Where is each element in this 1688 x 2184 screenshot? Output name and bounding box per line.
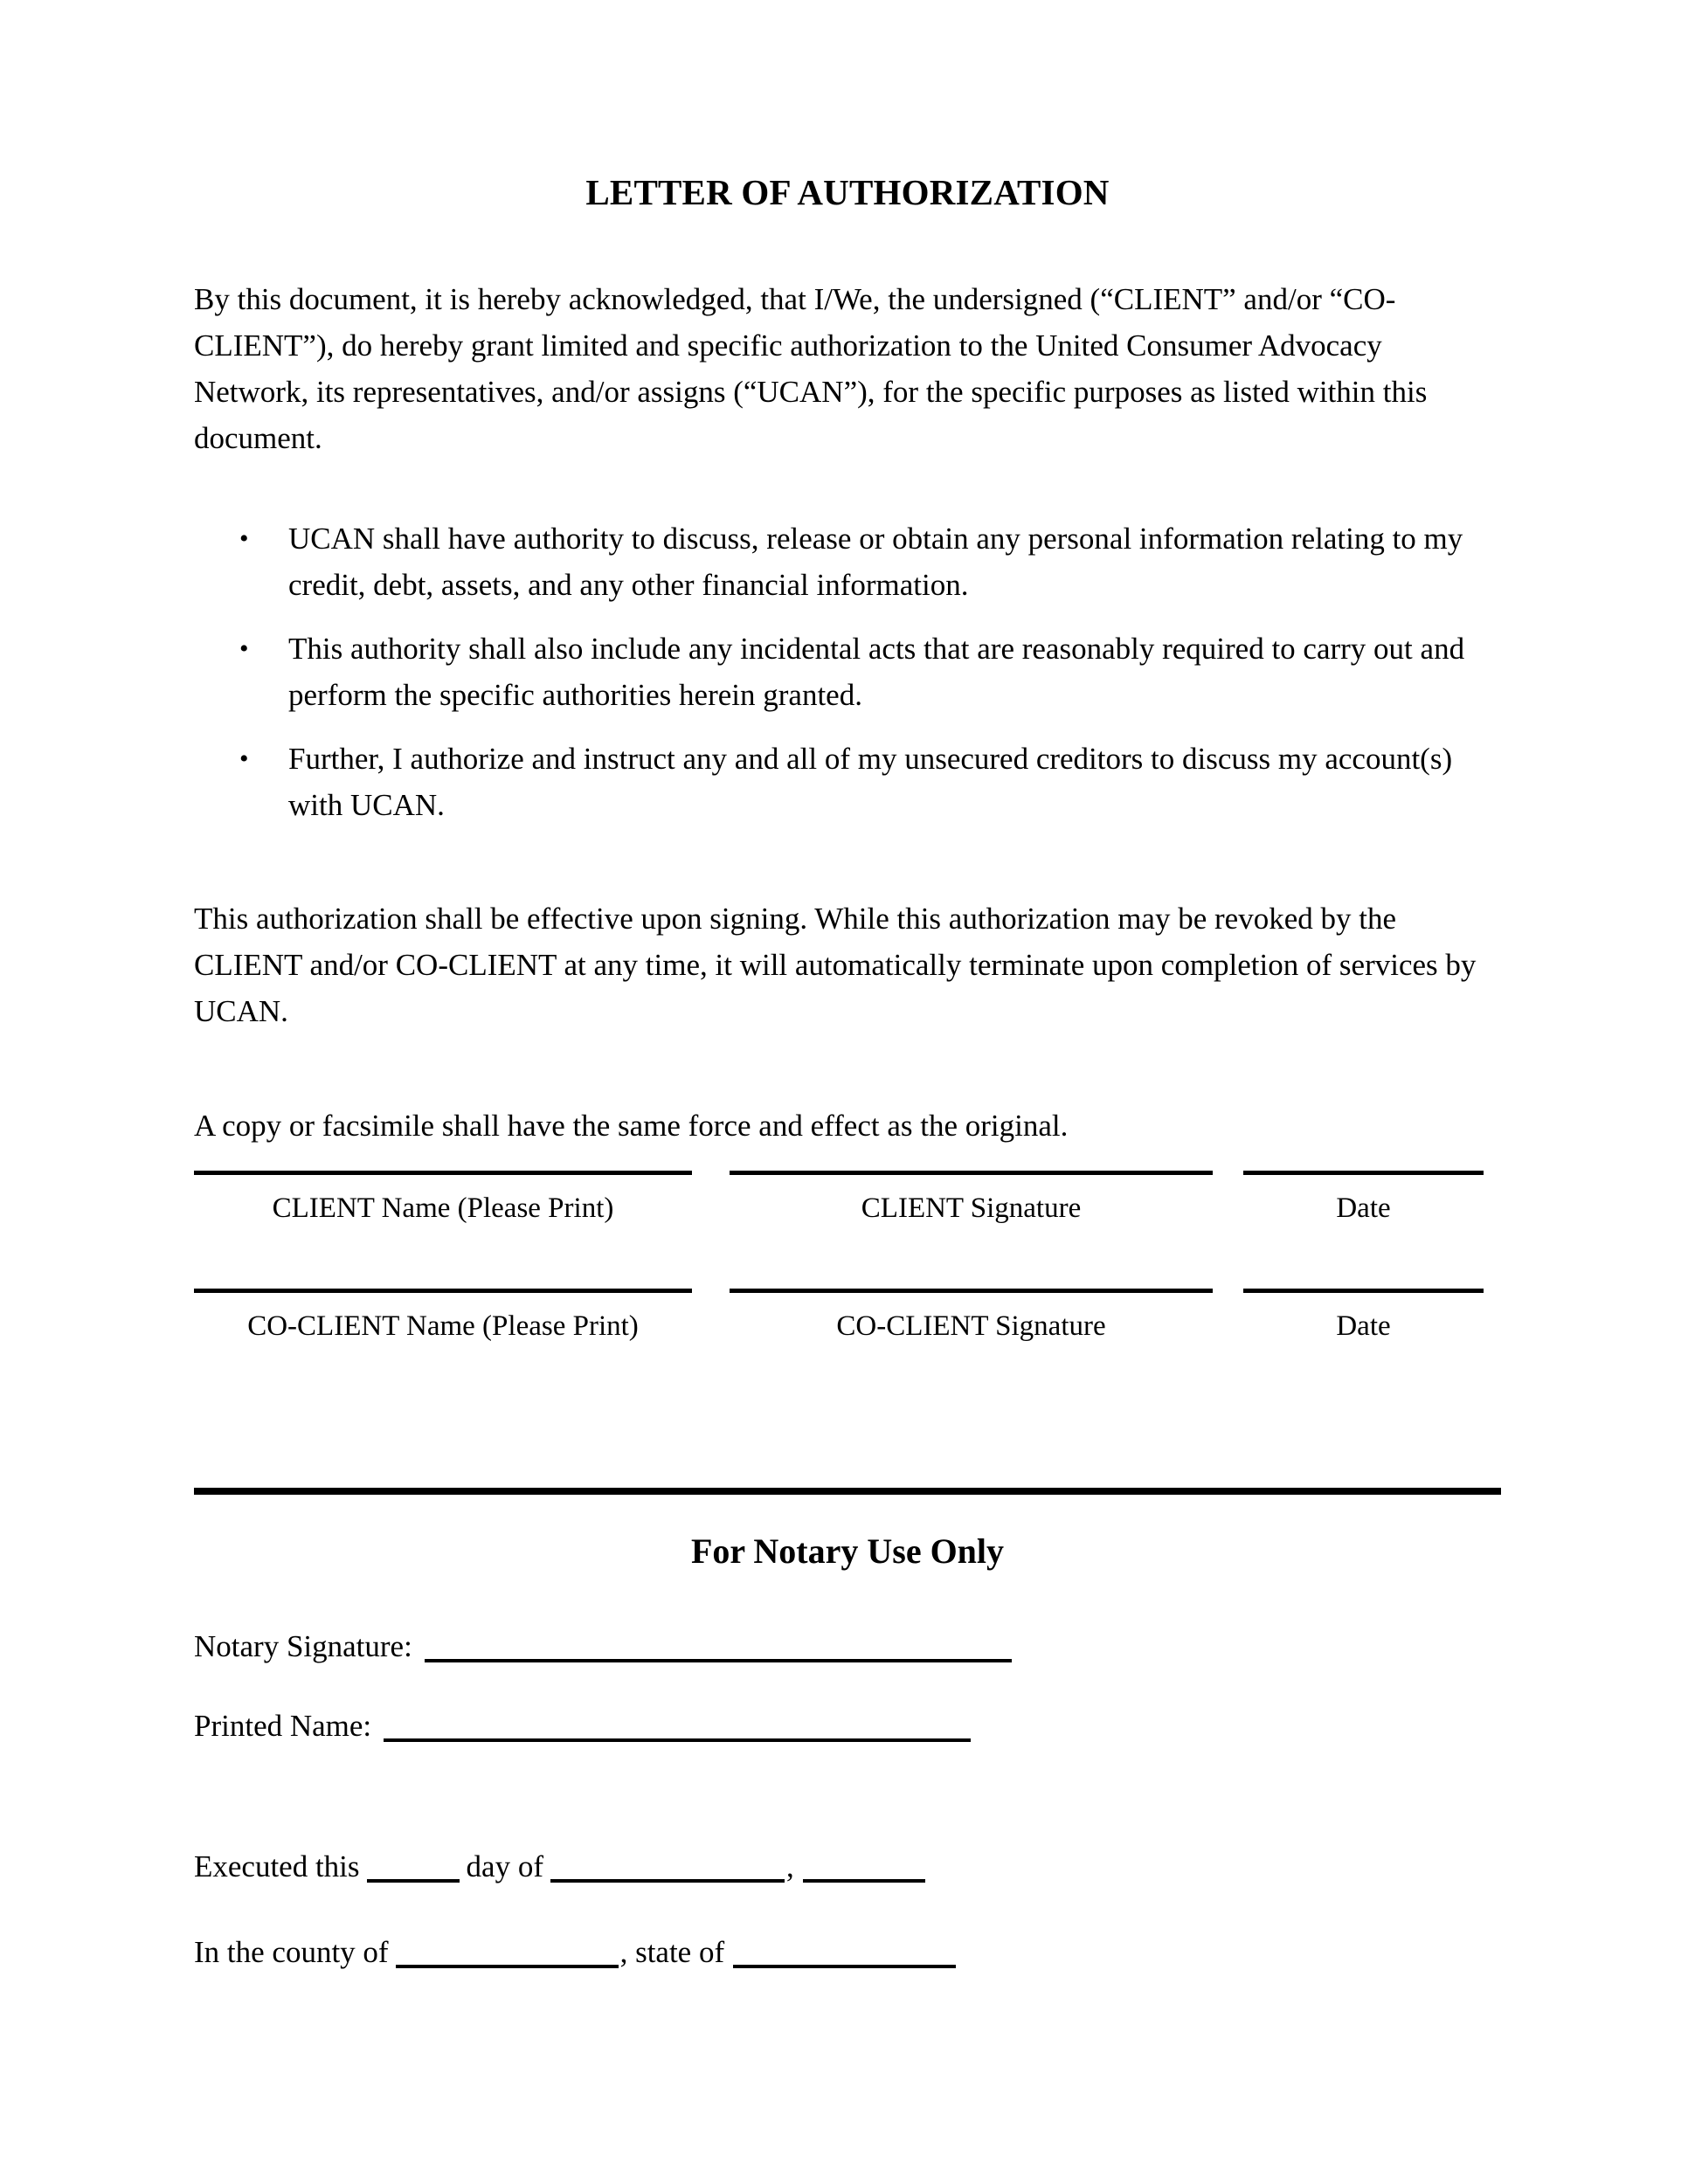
list-item-text: UCAN shall have authority to discuss, release or obtain any personal information relating to my credit, debt, assets, and any other financial information. <box>288 522 1463 603</box>
executed-date-row <box>194 1843 1501 1890</box>
list-item <box>194 625 1501 718</box>
execution-fields <box>194 1843 1501 2015</box>
state-input[interactable] <box>733 1935 956 1968</box>
executed-day-input[interactable] <box>367 1849 460 1883</box>
co-client-name-label: CO-CLIENT Name (Please Print) <box>247 1310 639 1342</box>
co-client-signature-row <box>194 1289 1501 1344</box>
notary-printed-name-input[interactable] <box>384 1709 971 1742</box>
bullet-icon: • <box>239 524 249 554</box>
list-item-text: This authority shall also include any incidental acts that are reasonably required to carry out and perform the specific authorities herein granted. <box>288 632 1465 713</box>
notary-signature-label: Notary Signature: <box>194 1629 412 1663</box>
client-signature-row <box>194 1171 1501 1226</box>
county-prefix-label: In the county of <box>194 1935 389 1969</box>
co-client-date-label: Date <box>1336 1310 1391 1342</box>
bullet-icon: • <box>239 744 249 774</box>
authorization-bullet-list <box>194 515 1501 828</box>
section-divider <box>194 1488 1501 1495</box>
co-client-signature-label: CO-CLIENT Signature <box>836 1310 1106 1342</box>
intro-paragraph: By this document, it is hereby acknowledged, that I/We, the undersigned (“CLIENT” and/or “CO-CLIENT”), do hereby grant limited and specific authorization to the United Consumer Advocacy Network, its representatives, and/or assigns (“UCAN”), for the specific purposes as listed within this document. <box>194 282 1428 456</box>
executed-day-of-label: day of <box>466 1849 543 1883</box>
state-of-label: , state of <box>619 1935 725 1969</box>
notary-section-heading: For Notary Use Only <box>690 1531 1005 1571</box>
co-client-name-field[interactable] <box>194 1289 692 1344</box>
list-item-text: Further, I authorize and instruct any and all of my unsecured creditors to discuss my account(s) with UCAN. <box>288 742 1453 823</box>
client-date-label: Date <box>1336 1192 1391 1224</box>
county-state-row <box>194 1929 1501 1975</box>
client-name-field[interactable] <box>194 1171 692 1226</box>
notary-fields <box>194 1623 1501 1782</box>
executed-prefix-label: Executed this <box>194 1849 360 1883</box>
bullet-icon: • <box>239 634 249 664</box>
executed-comma-label: , <box>785 1849 794 1883</box>
copy-facsimile-paragraph: A copy or facsimile shall have the same force and effect as the original. <box>194 1109 1069 1144</box>
list-item <box>194 736 1501 828</box>
co-client-date-field[interactable] <box>1243 1289 1484 1344</box>
page-title: LETTER OF AUTHORIZATION <box>585 172 1110 212</box>
client-signature-label: CLIENT Signature <box>861 1192 1082 1224</box>
effectiveness-paragraph: This authorization shall be effective upon signing. While this authorization may be revoked by the CLIENT and/or CO-CLIENT at any time, it will automatically terminate upon completion of services by UCAN. <box>194 902 1477 1029</box>
notary-printed-name-label: Printed Name: <box>194 1709 372 1743</box>
notary-signature-row <box>194 1623 1501 1669</box>
client-name-label: CLIENT Name (Please Print) <box>272 1192 614 1224</box>
list-item <box>194 515 1501 608</box>
co-client-signature-field[interactable] <box>730 1289 1213 1344</box>
county-input[interactable] <box>396 1935 619 1968</box>
notary-printed-name-row <box>194 1703 1501 1749</box>
executed-year-input[interactable] <box>803 1849 925 1883</box>
client-date-field[interactable] <box>1243 1171 1484 1226</box>
executed-month-input[interactable] <box>550 1849 785 1883</box>
notary-signature-input[interactable] <box>425 1629 1012 1662</box>
document-content <box>194 0 1501 1149</box>
client-signature-field[interactable] <box>730 1171 1213 1226</box>
